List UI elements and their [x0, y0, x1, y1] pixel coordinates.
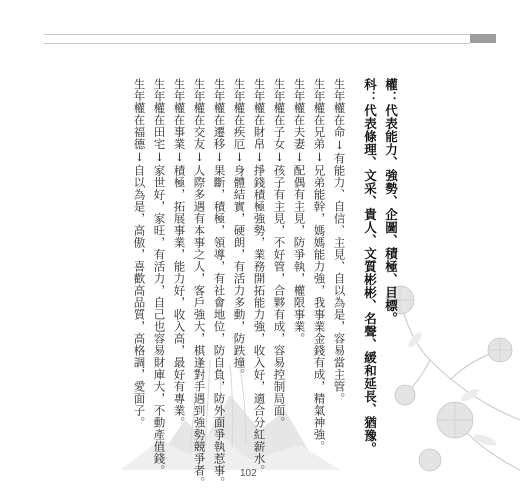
- entry-xiongdi: 生年權在兄弟↓兄弟能幹，媽媽能力強，我事業金錢有成，精氣神強。: [312, 78, 327, 453]
- intro-line-ke: 科：代表條理、文采、貴人、文質彬彬、名聲、緩和延長、猶豫。: [362, 78, 378, 455]
- entry-caibo: 生年權在財帛↓掙錢積極強勢，業務開拓能力強，收入好，適合分紅薪水。: [252, 78, 267, 477]
- entry-shiye: 生年權在事業↓積極，拓展事業，能力好，收入高，最好有專業。: [172, 78, 187, 429]
- entry-jie: 生年權在疾厄↓身體結實，硬朗，有活力多動，防跌撞。: [232, 78, 247, 381]
- entry-fuqi: 生年權在夫妻↓配偶有主見，防爭執，權限事業。: [292, 78, 307, 345]
- entry-zinu: 生年權在子女↓孩子有主見，不好管，合夥有成，容易控制局面。: [272, 78, 287, 429]
- flower-branch-lines: [400, 300, 520, 470]
- entry-qianyi: 生年權在遷移↓果斷，積極，領導，有社會地位，防自負，防外面爭執惹事。: [212, 78, 227, 489]
- page-number: 102: [240, 468, 257, 479]
- intro-line-quan: 權：代表能力、強勢、企圖、積極、目標。: [383, 78, 399, 325]
- entry-tianzhai: 生年權在田宅↓家世好，家旺，有活力，自己也容易財庫大，不動產值錢。: [152, 78, 167, 477]
- entry-ming: 生年權在命↓有能力、自信、主見、自以為是，容易當主管。: [332, 78, 347, 405]
- entry-fude: 生年權在福德↓自以為是，高傲，喜歡高品質，高格調，愛面子。: [132, 78, 147, 429]
- entry-jiaoyou: 生年權在交友↓人際多遇有本事之人，客戶強大，棋逢對手遇到強勢競爭者。: [192, 78, 207, 489]
